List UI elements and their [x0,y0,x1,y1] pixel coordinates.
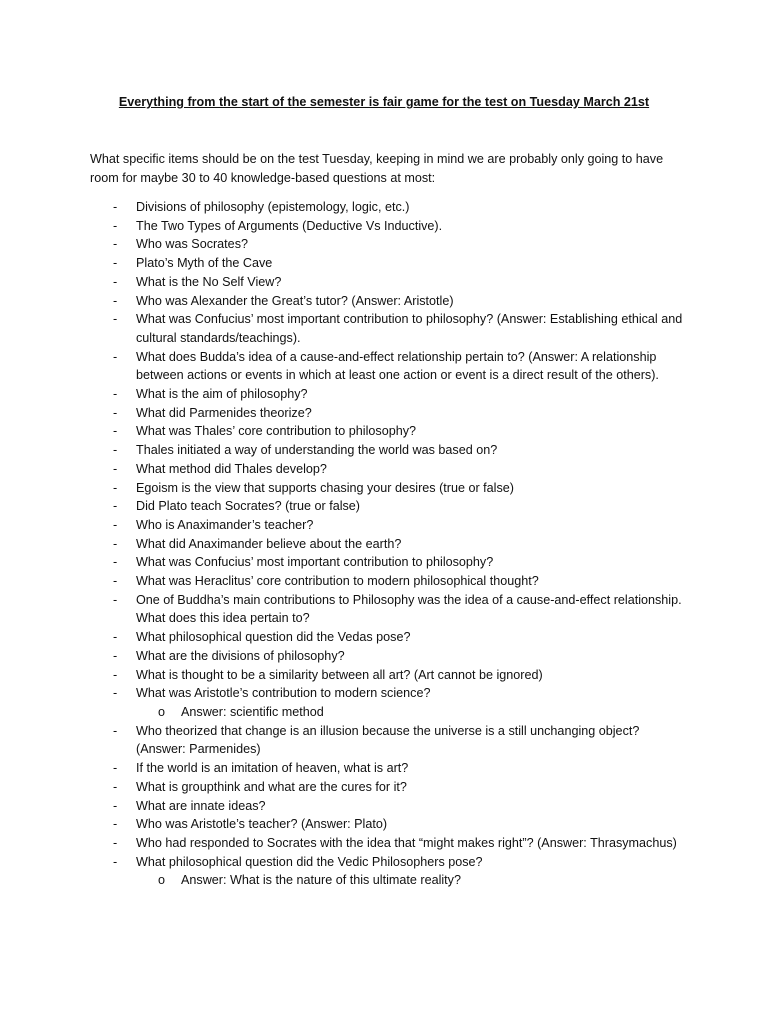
dash-marker: - [113,536,118,551]
dash-marker: - [113,798,118,813]
dash-marker: - [113,667,118,682]
list-item-text: Divisions of philosophy (epistemology, logic, etc.) [136,200,410,214]
dash-marker: - [113,256,118,271]
list-item-text: What was Aristotle’s contribution to modern science? [136,686,431,701]
list-item-text: What did Anaximander believe about the earth? [136,536,402,551]
dash-marker: - [113,817,118,832]
question-list [0,198,768,890]
list-item [0,441,768,460]
list-item-text: What philosophical question did the Vedas pose? [136,630,411,645]
list-item-text: What was Heraclitus’ core contribution to modern philosophical thought? [136,574,539,589]
dash-marker: - [113,723,118,738]
list-item-text: What is the No Self View? [136,274,282,289]
list-item-text: What was Thales’ core contribution to philosophy? [136,424,417,439]
dash-marker: - [113,499,118,514]
list-item-text: What method did Thales develop? [136,461,327,476]
dash-marker: - [113,200,118,214]
list-item-text: Thales initiated a way of understanding the world was based on? [136,443,498,458]
list-item [0,553,768,572]
dash-marker: - [113,405,118,420]
dash-marker: - [113,218,118,233]
list-item [0,460,768,479]
circle-bullet-marker: o [158,704,166,719]
list-item-text: Plato’s Myth of the Cave [136,256,273,271]
list-item [0,684,768,703]
dash-marker: - [113,387,118,402]
list-item-text: The Two Types of Arguments (Deductive Vs Inductive). [136,218,443,233]
list-item [0,310,768,347]
intro-paragraph: What specific items should be on the test Tuesday, keeping in mind we are probably only going to have room for maybe 30 to 40 knowledge-based questions at most: [90,152,664,185]
list-item [0,797,768,816]
list-item-text: What does Budda’s idea of a cause-and-effect relationship pertain to? (Answer: A relationship between actions or events in which at least one action or event is a direct result of the others). [136,349,659,383]
document-heading: Everything from the start of the semester is fair game for the test on Tuesday March 21st [118,95,650,109]
list-item [0,759,768,778]
dash-marker: - [113,312,118,327]
list-item [0,235,768,254]
dash-marker: - [113,443,118,458]
dash-marker: - [113,274,118,289]
list-item-text: What was Confucius’ most important contribution to philosophy? [136,555,494,570]
list-item-text: Did Plato teach Socrates? (true or false) [136,499,360,514]
list-item [0,535,768,554]
list-item [0,422,768,441]
list-item [0,198,768,217]
dash-marker: - [113,555,118,570]
list-item [0,591,768,628]
list-item-text: Who theorized that change is an illusion because the universe is a still unchanging object? (Answer: Parmenides) [136,723,640,757]
list-item-text: What was Confucius’ most important contribution to philosophy? (Answer: Establishing ethical and cultural standards/teachings). [136,312,683,345]
list-item [0,273,768,292]
dash-marker: - [113,480,118,495]
list-item [0,479,768,498]
circle-bullet-marker: o [158,873,166,888]
list-item [0,815,768,834]
list-item [0,628,768,647]
list-item-text: Egoism is the view that supports chasing your desires (true or false) [136,480,514,495]
list-item [0,778,768,797]
sub-list-item [0,703,768,722]
list-item [0,572,768,591]
list-item [0,647,768,666]
dash-marker: - [113,293,118,308]
dash-marker: - [113,349,118,364]
list-item [0,853,768,872]
dash-marker: - [113,517,118,532]
list-item [0,722,768,759]
list-item [0,516,768,535]
dash-marker: - [113,648,118,663]
list-item-text: What are the divisions of philosophy? [136,648,345,663]
list-item-text: Who was Socrates? [136,237,248,252]
list-item [0,404,768,423]
list-item [0,254,768,273]
sub-list-item-text: Answer: scientific method [181,704,324,719]
dash-marker: - [113,761,118,776]
list-item [0,348,768,385]
list-item-text: What is thought to be a similarity between all art? (Art cannot be ignored) [136,667,543,682]
list-item-text: Who had responded to Socrates with the idea that “might makes right”? (Answer: Thrasymachus) [136,835,677,850]
dash-marker: - [113,630,118,645]
list-item-text: Who is Anaximander’s teacher? [136,517,314,532]
list-item [0,217,768,236]
list-item [0,834,768,853]
list-item [0,497,768,516]
list-item [0,292,768,311]
list-item-text: What did Parmenides theorize? [136,405,312,420]
list-item-text: One of Buddha’s main contributions to Philosophy was the idea of a cause-and-effect relationship. What does this idea pertain to? [136,592,682,626]
dash-marker: - [113,592,118,607]
list-item-text: If the world is an imitation of heaven, what is art? [136,761,409,776]
list-item-text: What is groupthink and what are the cures for it? [136,779,407,794]
dash-marker: - [113,835,118,850]
dash-marker: - [113,779,118,794]
list-item-text: Who was Aristotle’s teacher? (Answer: Plato) [136,817,388,832]
list-item-text: What are innate ideas? [136,798,266,813]
dash-marker: - [113,686,118,701]
dash-marker: - [113,424,118,439]
list-item-text: What philosophical question did the Vedic Philosophers pose? [136,854,483,869]
dash-marker: - [113,237,118,252]
list-item [0,666,768,685]
dash-marker: - [113,574,118,589]
list-item [0,385,768,404]
list-item-text: What is the aim of philosophy? [136,387,308,402]
sub-list-item-text: Answer: What is the nature of this ultimate reality? [181,873,461,888]
sub-list-item [0,871,768,890]
dash-marker: - [113,461,118,476]
dash-marker: - [113,854,118,869]
list-item-text: Who was Alexander the Great’s tutor? (Answer: Aristotle) [136,293,454,308]
